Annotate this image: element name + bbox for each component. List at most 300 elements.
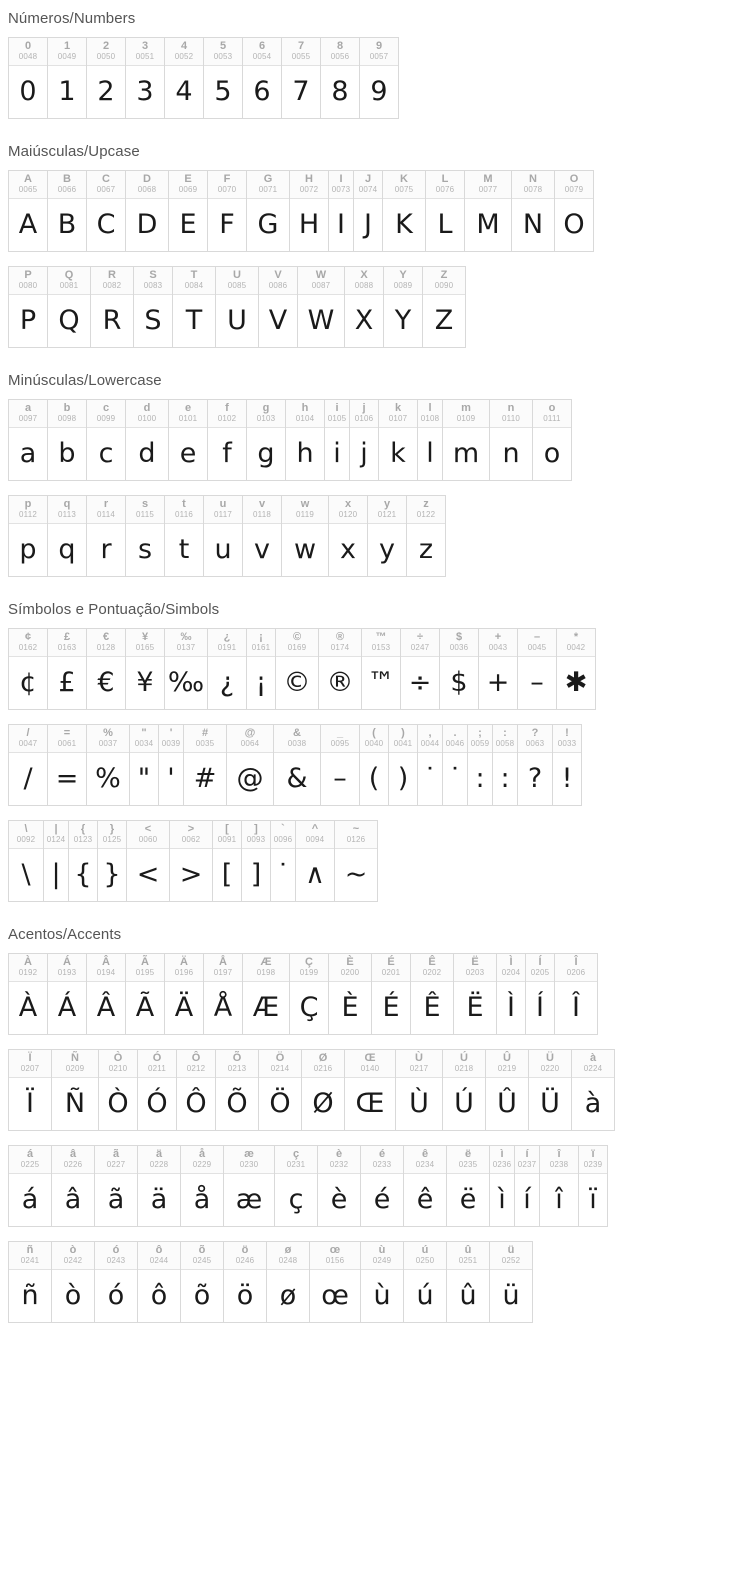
glyph-cell-char: B [63, 173, 71, 185]
glyph-cell-code: 0207 [20, 1064, 40, 1073]
glyph-cell[interactable] [203, 37, 243, 119]
glyph-cell[interactable] [367, 495, 407, 577]
glyph-cell-header [362, 629, 400, 657]
glyph-cell-sample: é [373, 1183, 391, 1215]
glyph-cell[interactable] [47, 399, 87, 481]
glyph-cell-sample: – [333, 762, 347, 794]
glyph-cell[interactable] [125, 170, 169, 252]
glyph-cell-sample: D [136, 208, 158, 240]
glyph-rows [0, 953, 730, 1323]
glyph-cell-sample: ] [250, 858, 262, 890]
glyph-cell[interactable] [241, 820, 271, 902]
glyph-cell-header [181, 1242, 223, 1270]
glyph-cell[interactable] [226, 724, 274, 806]
glyph-cell-code: 0047 [18, 739, 38, 748]
glyph-cell-char: j [362, 402, 366, 414]
glyph-cell-sample: £ [58, 666, 76, 698]
glyph-cell[interactable] [511, 170, 555, 252]
glyph-cell[interactable] [203, 953, 243, 1035]
glyph-cell-sample: à [584, 1087, 602, 1119]
glyph-cell[interactable] [446, 1145, 490, 1227]
glyph-cell-sample: Œ [355, 1087, 385, 1119]
glyph-cell[interactable] [514, 1145, 540, 1227]
glyph-cell[interactable] [8, 399, 48, 481]
glyph-cell[interactable] [8, 1241, 52, 1323]
glyph-cell-code: 0219 [497, 1064, 517, 1073]
glyph-cell[interactable] [246, 628, 276, 710]
glyph-cell-code: 0226 [63, 1160, 83, 1169]
glyph-cell[interactable] [125, 37, 165, 119]
glyph-cell[interactable] [164, 953, 204, 1035]
glyph-cell[interactable] [467, 724, 493, 806]
glyph-cell[interactable] [129, 724, 159, 806]
glyph-cell[interactable] [164, 495, 204, 577]
glyph-cell-char: ê [421, 1148, 429, 1160]
glyph-cell-header [401, 629, 439, 657]
glyph-cell[interactable] [453, 953, 497, 1035]
glyph-cell[interactable] [51, 1241, 95, 1323]
glyph-cell[interactable] [417, 724, 443, 806]
glyph-cell-header [9, 400, 47, 428]
glyph-cell[interactable] [334, 820, 378, 902]
glyph-cell[interactable] [439, 628, 479, 710]
glyph-cell-code: 0191 [217, 643, 237, 652]
glyph-cell[interactable] [517, 724, 553, 806]
glyph-cell-code: 0086 [268, 281, 288, 290]
glyph-rows [0, 399, 730, 577]
glyph-cell[interactable] [207, 170, 247, 252]
glyph-cell[interactable] [137, 1145, 181, 1227]
glyph-cell[interactable] [324, 399, 350, 481]
glyph-cell-header [213, 821, 241, 849]
glyph-cell[interactable] [207, 628, 247, 710]
glyph-cell[interactable] [183, 724, 227, 806]
glyph-cell-sample: [ [221, 858, 233, 890]
glyph-cell[interactable] [344, 266, 384, 348]
glyph-cell-header [443, 1050, 485, 1078]
glyph-section [0, 916, 730, 1323]
glyph-cell-sample: } [103, 858, 121, 890]
glyph-cell-header [69, 821, 97, 849]
glyph-cell[interactable] [47, 495, 87, 577]
glyph-cell-header [271, 821, 295, 849]
glyph-cell[interactable] [297, 266, 345, 348]
glyph-cell-sample: M [476, 208, 500, 240]
glyph-cell-code: 0205 [530, 968, 550, 977]
glyph-cell[interactable] [223, 1145, 275, 1227]
glyph-cell[interactable] [86, 170, 126, 252]
glyph-cell[interactable] [47, 170, 87, 252]
glyph-cell[interactable] [489, 399, 533, 481]
glyph-cell[interactable] [168, 170, 208, 252]
glyph-cell-code: 0075 [394, 185, 414, 194]
glyph-cell-sample: B [57, 208, 77, 240]
glyph-cell-header [9, 725, 47, 753]
glyph-cell[interactable] [47, 628, 87, 710]
glyph-cell[interactable] [578, 1145, 608, 1227]
glyph-cell[interactable] [47, 37, 87, 119]
glyph-cell[interactable] [317, 1145, 361, 1227]
glyph-cell[interactable] [281, 37, 321, 119]
glyph-cell-header [321, 725, 359, 753]
glyph-cell[interactable] [489, 1241, 533, 1323]
glyph-cell-sample: ¢ [19, 666, 37, 698]
glyph-cell-char: N [529, 173, 537, 185]
glyph-cell-header [276, 629, 318, 657]
glyph-cell-char: Œ [364, 1052, 376, 1064]
glyph-cell-code: 0193 [57, 968, 77, 977]
glyph-cell[interactable] [169, 820, 213, 902]
glyph-cell[interactable] [328, 495, 368, 577]
glyph-cell[interactable] [86, 628, 126, 710]
glyph-cell-header [247, 400, 285, 428]
glyph-cell-code: 0114 [96, 510, 115, 519]
glyph-cell[interactable] [258, 1049, 302, 1131]
glyph-cell-code: 0058 [495, 739, 515, 748]
glyph-cell[interactable] [242, 953, 290, 1035]
glyph-cell-code: 0055 [291, 52, 311, 61]
glyph-cell-code: 0051 [135, 52, 155, 61]
glyph-cell-char: Í [538, 956, 542, 968]
glyph-cell-header [52, 1050, 98, 1078]
glyph-cell-char: x [344, 498, 352, 510]
glyph-cell[interactable] [8, 170, 48, 252]
glyph-cell[interactable] [417, 399, 443, 481]
glyph-cell[interactable] [172, 266, 216, 348]
glyph-cell[interactable] [158, 724, 184, 806]
glyph-cell-code: 0098 [57, 414, 77, 423]
glyph-cell-sample: À [18, 991, 38, 1023]
glyph-cell[interactable] [180, 1145, 224, 1227]
glyph-cell[interactable] [275, 628, 319, 710]
glyph-cell[interactable] [8, 1145, 52, 1227]
glyph-cell[interactable] [47, 953, 87, 1035]
glyph-cell-sample: 6 [253, 75, 271, 107]
glyph-cell-header [48, 38, 86, 66]
glyph-cell[interactable] [464, 170, 512, 252]
glyph-cell[interactable] [168, 399, 208, 481]
glyph-cell[interactable] [446, 1241, 490, 1323]
glyph-cell[interactable] [242, 37, 282, 119]
glyph-cell-header [224, 1146, 274, 1174]
glyph-cell-header [290, 954, 328, 982]
glyph-cell-code: 0089 [393, 281, 413, 290]
glyph-cell-sample: Ø [312, 1087, 334, 1119]
glyph-cell[interactable] [8, 37, 48, 119]
glyph-cell[interactable] [86, 495, 126, 577]
glyph-cell-code: 0234 [415, 1160, 435, 1169]
glyph-cell-sample: ã [107, 1183, 125, 1215]
glyph-cell[interactable] [320, 724, 360, 806]
glyph-cell[interactable] [51, 1049, 99, 1131]
glyph-cell-header [302, 1050, 344, 1078]
glyph-cell-char: l [428, 402, 432, 414]
glyph-cell-char: . [453, 727, 457, 739]
glyph-cell[interactable] [8, 724, 48, 806]
glyph-row [8, 266, 730, 348]
glyph-cell[interactable] [8, 628, 48, 710]
glyph-cell[interactable] [371, 953, 411, 1035]
glyph-cell-header [169, 400, 207, 428]
glyph-cell-sample: Õ [226, 1087, 248, 1119]
glyph-cell-header [540, 1146, 578, 1174]
glyph-cell[interactable] [207, 399, 247, 481]
glyph-cell[interactable] [361, 628, 401, 710]
glyph-cell-code: 0200 [340, 968, 360, 977]
glyph-cell-header [242, 821, 270, 849]
glyph-cell[interactable] [406, 495, 446, 577]
glyph-cell-header [447, 1146, 489, 1174]
glyph-cell-char: J [364, 173, 372, 185]
glyph-cell[interactable] [400, 628, 440, 710]
glyph-cell[interactable] [86, 399, 126, 481]
glyph-cell[interactable] [242, 495, 282, 577]
glyph-cell[interactable] [51, 1145, 95, 1227]
glyph-cell-char: ù [378, 1244, 386, 1256]
glyph-cell[interactable] [8, 495, 48, 577]
glyph-cell-code: 0073 [331, 185, 351, 194]
glyph-cell-code: 0210 [108, 1064, 128, 1073]
glyph-cell-header [87, 496, 125, 524]
glyph-cell-sample: 1 [58, 75, 76, 107]
glyph-cell-sample: e [179, 437, 197, 469]
glyph-cell-header [138, 1242, 180, 1270]
glyph-cell-header [426, 171, 464, 199]
glyph-cell-code: 0249 [372, 1256, 392, 1265]
glyph-cell-sample: 4 [175, 75, 193, 107]
glyph-cell[interactable] [554, 953, 598, 1035]
glyph-cell[interactable] [164, 628, 208, 710]
glyph-cell-sample: O [563, 208, 585, 240]
glyph-cell[interactable] [90, 266, 134, 348]
glyph-cell[interactable] [295, 820, 335, 902]
glyph-cell-code: 0165 [135, 643, 155, 652]
glyph-cell-char: ] [254, 823, 258, 835]
glyph-cell[interactable] [215, 1049, 259, 1131]
glyph-cell-sample: T [185, 304, 203, 336]
glyph-cell[interactable] [289, 170, 329, 252]
glyph-cell-sample: % [95, 762, 121, 794]
glyph-cell[interactable] [94, 1145, 138, 1227]
glyph-cell-sample: í [523, 1183, 531, 1215]
glyph-cell[interactable] [360, 1241, 404, 1323]
glyph-cell[interactable] [273, 724, 321, 806]
glyph-cell-sample: õ [193, 1279, 211, 1311]
glyph-cell[interactable] [215, 266, 259, 348]
glyph-cell-char: ï [591, 1148, 595, 1160]
glyph-cell-header [490, 1242, 532, 1270]
glyph-cell[interactable] [328, 953, 372, 1035]
glyph-cell-code: 0203 [465, 968, 485, 977]
glyph-cell[interactable] [212, 820, 242, 902]
glyph-cell[interactable] [68, 820, 98, 902]
glyph-cell[interactable] [517, 628, 557, 710]
glyph-cell-code: 0162 [18, 643, 38, 652]
glyph-cell-code: 0125 [102, 835, 122, 844]
glyph-cell[interactable] [86, 724, 130, 806]
glyph-cell[interactable] [378, 399, 418, 481]
glyph-cell[interactable] [554, 170, 594, 252]
glyph-cell-sample: s [137, 533, 153, 565]
glyph-cell-sample: ö [236, 1279, 254, 1311]
glyph-cell[interactable] [382, 170, 426, 252]
glyph-cell-header [447, 1242, 489, 1270]
glyph-cell[interactable] [126, 820, 170, 902]
glyph-cell[interactable] [478, 628, 518, 710]
glyph-cell-code: 0065 [18, 185, 38, 194]
glyph-cell[interactable] [223, 1241, 267, 1323]
glyph-cell[interactable] [496, 953, 526, 1035]
glyph-cell[interactable] [525, 953, 555, 1035]
glyph-cell[interactable] [246, 399, 286, 481]
glyph-cell-code: 0093 [246, 835, 266, 844]
glyph-cell-header [319, 629, 361, 657]
glyph-cell[interactable] [98, 1049, 138, 1131]
glyph-cell-code: 0206 [566, 968, 586, 977]
glyph-cell[interactable] [137, 1049, 177, 1131]
glyph-cell-sample: ò [64, 1279, 82, 1311]
glyph-cell[interactable] [309, 1241, 361, 1323]
glyph-cell-code: 0035 [195, 739, 215, 748]
glyph-cell-code: 0211 [147, 1064, 166, 1073]
glyph-cell[interactable] [97, 820, 127, 902]
glyph-cell-code: 0103 [256, 414, 276, 423]
glyph-cell[interactable] [258, 266, 298, 348]
glyph-cell[interactable] [8, 1049, 52, 1131]
glyph-cell[interactable] [8, 953, 48, 1035]
glyph-cell-header [404, 1242, 446, 1270]
glyph-cell[interactable] [359, 724, 389, 806]
glyph-cell-code: 0039 [161, 739, 181, 748]
glyph-cell-char: V [274, 269, 282, 281]
glyph-cell[interactable] [285, 399, 325, 481]
glyph-cell-code: 0037 [98, 739, 118, 748]
glyph-cell[interactable] [125, 953, 165, 1035]
glyph-cell[interactable] [180, 1241, 224, 1323]
glyph-cell-header [87, 400, 125, 428]
glyph-cell[interactable] [320, 37, 360, 119]
glyph-cell-header [384, 267, 422, 295]
glyph-cell-sample: C [96, 208, 116, 240]
glyph-cell[interactable] [425, 170, 465, 252]
glyph-cell[interactable] [86, 953, 126, 1035]
glyph-cell[interactable] [489, 1145, 515, 1227]
glyph-cell[interactable] [353, 170, 383, 252]
glyph-cell-header [87, 38, 125, 66]
glyph-cell[interactable] [383, 266, 423, 348]
glyph-cell-code: 0216 [313, 1064, 333, 1073]
glyph-cell[interactable] [8, 266, 48, 348]
glyph-cell[interactable] [360, 1145, 404, 1227]
glyph-cell[interactable] [442, 1049, 486, 1131]
glyph-cell[interactable] [395, 1049, 443, 1131]
glyph-cell[interactable] [528, 1049, 572, 1131]
glyph-cell[interactable] [410, 953, 454, 1035]
glyph-cell[interactable] [133, 266, 173, 348]
glyph-cell-sample: f [222, 437, 232, 469]
glyph-cell[interactable] [289, 953, 329, 1035]
glyph-cell[interactable] [344, 1049, 396, 1131]
glyph-cell[interactable] [270, 820, 296, 902]
glyph-cell[interactable] [125, 399, 169, 481]
glyph-cell-sample: g [257, 437, 275, 469]
glyph-cell-sample: & [286, 762, 308, 794]
glyph-cell[interactable] [318, 628, 362, 710]
glyph-cell-char: è [335, 1148, 343, 1160]
glyph-cell-sample: ™ [367, 666, 395, 698]
glyph-cell[interactable] [328, 170, 354, 252]
glyph-cell[interactable] [47, 266, 91, 348]
glyph-cell-header [9, 171, 47, 199]
glyph-cell[interactable] [442, 399, 490, 481]
glyph-cell-char: C [102, 173, 110, 185]
glyph-cell-char: P [24, 269, 32, 281]
glyph-cell-char: Ô [191, 1052, 201, 1064]
glyph-cell[interactable] [571, 1049, 615, 1131]
glyph-cell[interactable] [176, 1049, 216, 1131]
glyph-cell[interactable] [43, 820, 69, 902]
glyph-cell-code: 0248 [278, 1256, 298, 1265]
glyph-cell-char: d [143, 402, 151, 414]
glyph-cell[interactable] [94, 1241, 138, 1323]
glyph-cell[interactable] [203, 495, 243, 577]
glyph-cell-char: ì [500, 1148, 504, 1160]
glyph-cell-sample: œ [321, 1279, 349, 1311]
glyph-cell[interactable] [246, 170, 290, 252]
glyph-cell[interactable] [349, 399, 379, 481]
glyph-cell-header [418, 725, 442, 753]
glyph-cell-sample: + [486, 666, 510, 698]
glyph-cell[interactable] [539, 1145, 579, 1227]
glyph-cell-code: 0214 [270, 1064, 290, 1073]
glyph-cell-sample: z [418, 533, 434, 565]
glyph-cell[interactable] [301, 1049, 345, 1131]
glyph-cell[interactable] [552, 724, 582, 806]
glyph-cell[interactable] [403, 1241, 447, 1323]
glyph-cell-char: ¿ [223, 631, 231, 643]
glyph-cell-code: 0107 [388, 414, 408, 423]
glyph-cell-sample: ¡ [255, 666, 267, 698]
glyph-cell-header [335, 821, 377, 849]
glyph-cell[interactable] [403, 1145, 447, 1227]
glyph-cell-code: 0112 [18, 510, 37, 519]
glyph-cell[interactable] [556, 628, 596, 710]
glyph-cell-code: 0236 [492, 1160, 512, 1169]
glyph-cell[interactable] [164, 37, 204, 119]
glyph-cell-sample: 0 [19, 75, 37, 107]
glyph-cell[interactable] [281, 495, 329, 577]
glyph-cell[interactable] [137, 1241, 181, 1323]
glyph-cell[interactable] [274, 1145, 318, 1227]
glyph-cell[interactable] [8, 820, 44, 902]
glyph-cell[interactable] [532, 399, 572, 481]
glyph-cell[interactable] [492, 724, 518, 806]
glyph-cell-sample: : [475, 762, 485, 794]
glyph-cell[interactable] [125, 628, 165, 710]
glyph-cell[interactable] [359, 37, 399, 119]
glyph-cell[interactable] [86, 37, 126, 119]
glyph-cell[interactable] [266, 1241, 310, 1323]
glyph-cell[interactable] [388, 724, 418, 806]
glyph-cell[interactable] [422, 266, 466, 348]
glyph-cell[interactable] [125, 495, 165, 577]
glyph-cell[interactable] [442, 724, 468, 806]
glyph-cell[interactable] [47, 724, 87, 806]
glyph-cell-code: 0072 [299, 185, 319, 194]
glyph-section [0, 0, 730, 119]
glyph-cell-header [134, 267, 172, 295]
glyph-cell[interactable] [485, 1049, 529, 1131]
